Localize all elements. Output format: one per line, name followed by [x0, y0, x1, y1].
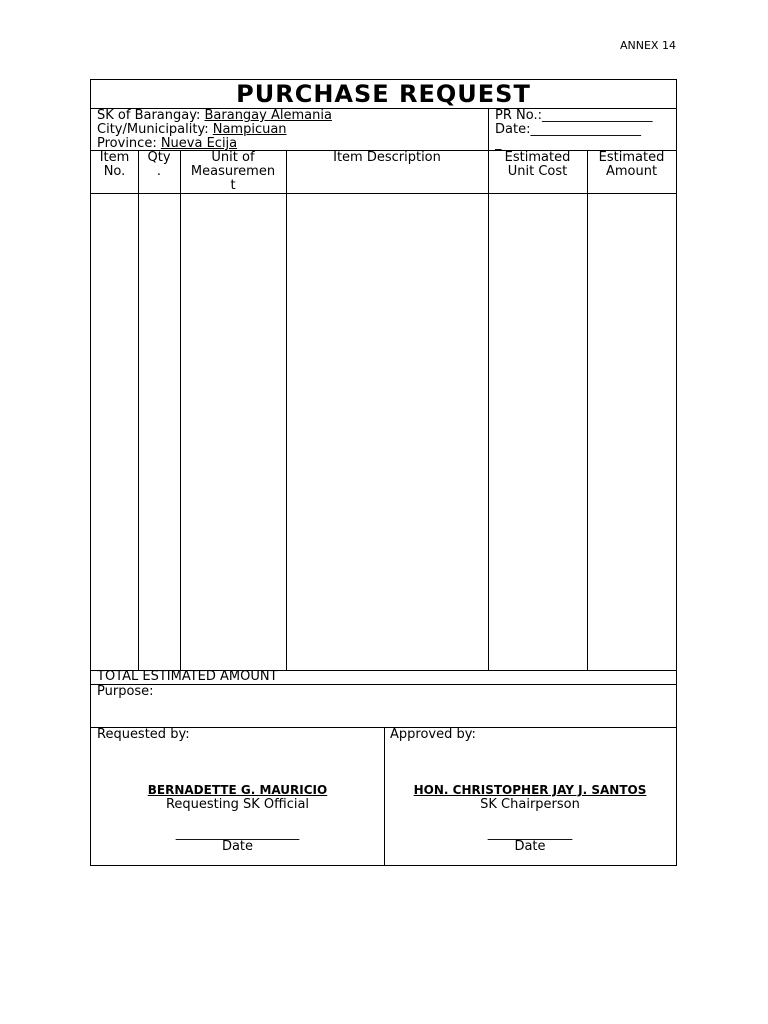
approved-by-title: SK Chairperson — [480, 797, 580, 812]
header-unit-cost: Estimated Unit Cost — [504, 150, 571, 179]
col-divider-1 — [138, 150, 139, 670]
total-divider — [91, 684, 676, 685]
city-line — [97, 123, 287, 137]
col-divider-2 — [180, 150, 181, 670]
city-value: Nampicuan — [212, 122, 287, 137]
col-divider-5 — [587, 150, 588, 670]
form-title: PURCHASE REQUEST — [236, 80, 531, 108]
header-qty: Qty . — [147, 150, 171, 179]
barangay-line — [97, 109, 332, 123]
approved-by-label: Approved by: — [390, 727, 476, 742]
total-estimated-label: TOTAL ESTIMATED AMOUNT — [97, 669, 278, 684]
date-field-overflow: _ — [495, 136, 502, 151]
info-column-divider — [488, 108, 489, 150]
header-amount: Estimated Amount — [598, 150, 665, 179]
col-divider-4 — [488, 150, 489, 670]
header-description: Item Description — [333, 150, 441, 165]
date-field: Date:_________________ — [495, 122, 641, 137]
province-label: Province: — [97, 136, 161, 151]
barangay-label: SK of Barangay: — [97, 108, 205, 123]
requested-date-line: ___________________ — [175, 826, 300, 841]
header-item-no: Item No. — [99, 150, 130, 179]
header-unit: Unit of Measuremen t — [190, 150, 276, 193]
pr-no-field: PR No.:_________________ — [495, 108, 653, 123]
purchase-request-form — [90, 79, 677, 866]
approved-date-line: _____________ — [487, 826, 573, 841]
requested-by-name: BERNADETTE G. MAURICIO — [147, 783, 328, 797]
col-divider-3 — [286, 150, 287, 670]
requested-by-label: Requested by: — [97, 727, 190, 742]
province-value: Nueva Ecija — [160, 136, 238, 151]
barangay-value: Barangay Alemania — [204, 108, 332, 123]
purpose-label: Purpose: — [97, 684, 154, 699]
province-line — [97, 137, 237, 151]
city-label: City/Municipality: — [97, 122, 213, 137]
requested-date-label: Date — [221, 839, 254, 854]
requested-by-title: Requesting SK Official — [165, 797, 310, 812]
annex-label: ANNEX 14 — [620, 39, 676, 52]
approved-date-label: Date — [514, 839, 546, 854]
approved-by-name: HON. CHRISTOPHER JAY J. SANTOS — [413, 783, 647, 797]
header-divider — [91, 193, 676, 194]
